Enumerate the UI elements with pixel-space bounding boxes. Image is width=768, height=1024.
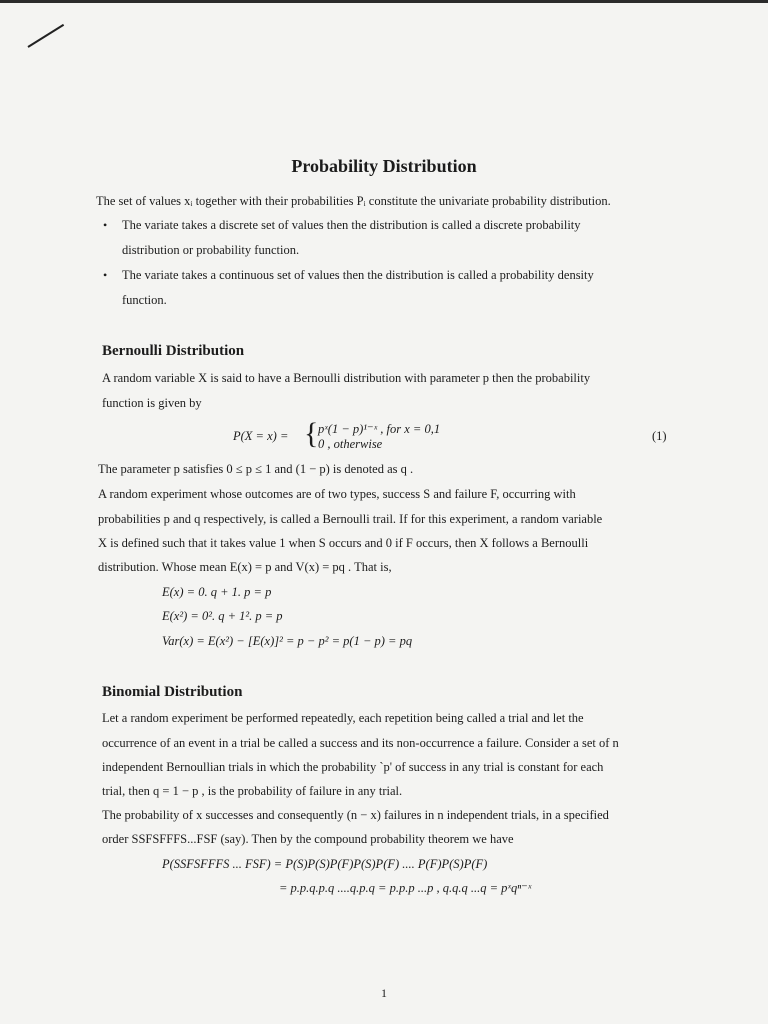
intro-text: The set of values xᵢ together with their probabilities Pᵢ constitute the univariate probability distribution. [96, 194, 611, 208]
bullet-1-line-1: The variate takes a discrete set of values then the distribution is called a discrete probability [122, 218, 581, 232]
bullet-marker: • [103, 268, 108, 282]
bernoulli-para-2: The parameter p satisfies 0 ≤ p ≤ 1 and (1 − p) is denoted as q . [98, 462, 414, 476]
bernoulli-para-3-line-3: X is defined such that it takes value 1 when S occurs and 0 if F occurs, then X follows a Bernoulli [98, 536, 589, 550]
bernoulli-para-3-line-1: A random experiment whose outcomes are of two types, success S and failure F, occurring with [98, 487, 576, 501]
binomial-equation-2: = p.p.q.p.q ....q.p.q = p.p.p ...p , q.q.q ...q = pˣqⁿ⁻ˣ [279, 881, 532, 895]
bernoulli-equation-case-2: 0 , otherwise [318, 437, 383, 451]
equation-number: (1) [652, 429, 667, 443]
bernoulli-equation-lhs: P(X = x) = [233, 429, 289, 443]
binomial-line-4: trial, then q = 1 − p , is the probability of failure in any trial. [102, 784, 403, 798]
binomial-line-2: occurrence of an event in a trial be called a success and its non-occurrence a failure. Consider a set of n [102, 736, 619, 750]
bernoulli-equation-case-1: pˣ(1 − p)¹⁻ˣ , for x = 0,1 [318, 422, 441, 436]
bernoulli-para-1-line-2: function is given by [102, 396, 202, 410]
binomial-line-6: order SSFSFFFS...FSF (say). Then by the compound probability theorem we have [102, 832, 514, 846]
binomial-heading: Binomial Distribution [102, 684, 243, 700]
derivation-second-moment: E(x²) = 0². q + 1². p = p [162, 609, 283, 623]
derivation-variance: Var(x) = E(x²) − [E(x)]² = p − p² = p(1 − p) = pq [162, 634, 413, 648]
bullet-2-line-1: The variate takes a continuous set of values then the distribution is called a probability density [122, 268, 594, 282]
page-title: Probability Distribution [291, 156, 477, 176]
derivation-mean: E(x) = 0. q + 1. p = p [162, 585, 272, 599]
bernoulli-heading: Bernoulli Distribution [102, 343, 245, 359]
bernoulli-para-3-line-4: distribution. Whose mean E(x) = p and V(x) = pq . That is, [98, 560, 392, 574]
binomial-equation-1: P(SSFSFFFS ... FSF) = P(S)P(S)P(F)P(S)P(F) .... P(F)P(S)P(F) [162, 857, 488, 871]
bernoulli-para-3-line-2: probabilities p and q respectively, is called a Bernoulli trail. If for this experiment, a random variable [98, 512, 603, 526]
bullet-1-line-2: distribution or probability function. [122, 243, 300, 257]
binomial-line-3: independent Bernoullian trials in which the probability `p' of success in any trial is constant for each [102, 760, 604, 774]
bullet-2-line-2: function. [122, 293, 167, 307]
binomial-line-5: The probability of x successes and consequently (n − x) failures in n independent trials, in a specified [102, 808, 609, 822]
equation-brace: { [304, 417, 319, 450]
binomial-line-1: Let a random experiment be performed repeatedly, each repetition being called a trial and let the [102, 711, 584, 725]
bullet-marker: • [103, 218, 108, 232]
bernoulli-para-1-line-1: A random variable X is said to have a Bernoulli distribution with parameter p then the probability [102, 371, 591, 385]
page-number: 1 [381, 986, 387, 1000]
